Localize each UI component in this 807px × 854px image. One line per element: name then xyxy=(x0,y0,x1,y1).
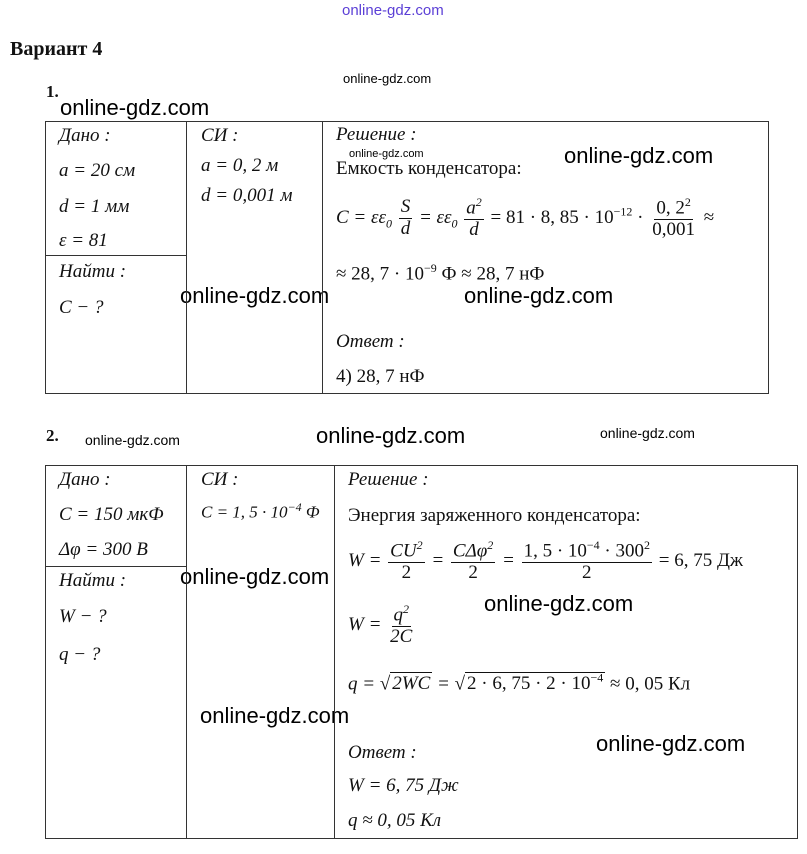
given-item: C = 150 мкФ xyxy=(59,504,164,525)
solution-text: Емкость конденсатора: xyxy=(336,158,522,179)
watermark: online-gdz.com xyxy=(200,703,350,728)
watermark: online-gdz.com xyxy=(342,2,444,19)
given-label: Дано : xyxy=(59,125,111,146)
watermark: online-gdz.com xyxy=(596,731,746,756)
solution-label: Решение : xyxy=(336,124,417,145)
watermark: online-gdz.com xyxy=(85,432,180,448)
row-divider xyxy=(45,255,186,256)
si-item: C = 1, $5 \cdot 10^{-4}$ Ф xyxy=(201,500,320,522)
find-label: Найти : xyxy=(59,570,127,591)
solution-text: Энергия заряженного конденсатора: xyxy=(348,505,641,526)
si-item: a = 0, 2 м xyxy=(201,155,279,176)
watermark: online-gdz.com xyxy=(484,591,634,616)
find-item: W − ? xyxy=(59,606,107,627)
watermark: online-gdz.com xyxy=(600,425,695,441)
page-title: Вариант 4 xyxy=(10,38,103,60)
problem-number: 1. xyxy=(46,82,59,101)
si-label: СИ : xyxy=(201,469,239,490)
charge-formula: q = √ 2WC = √ 2 · 6, $75 \cdot 2 \cdot 10^{-4} \approx 0$, 05 Кл xyxy=(348,671,691,695)
given-item: a = 20 см xyxy=(59,160,136,181)
problem-number: 2. xyxy=(46,426,59,445)
watermark: online-gdz.com xyxy=(464,283,614,308)
si-item: d = 0,001 м xyxy=(201,185,293,206)
given-item: d = 1 мм xyxy=(59,196,130,217)
column-divider xyxy=(186,465,187,839)
capacitance-formula: $C = \varepsilon\varepsilon_0$ $\frac{S}{d}$ = $\varepsilon\varepsilon_0$ $\frac{a^2}{d}$ = 81 · 8, $85 \cdot 10^{-12}$ · $\frac{0, 2^2}{0,001}$ ≈ xyxy=(336,195,715,241)
find-item: C − ? xyxy=(59,297,104,318)
given-label: Дано : xyxy=(59,469,111,490)
column-divider xyxy=(322,121,323,394)
answer-value: q ≈ 0, 05 Кл xyxy=(348,810,442,831)
answer-value: 4) 28, 7 нФ xyxy=(336,366,425,387)
energy-charge-formula: W = $\frac{q^2}{2C}$ xyxy=(348,602,413,648)
watermark: online-gdz.com xyxy=(180,283,330,308)
capacitance-result: ≈ 28, $7 \cdot 10^{-9}$ Ф ≈ 28, 7 нФ xyxy=(336,261,545,285)
watermark: online-gdz.com xyxy=(349,148,424,160)
row-divider xyxy=(45,566,186,567)
answer-label: Ответ : xyxy=(336,331,405,352)
answer-value: W = 6, 75 Дж xyxy=(348,775,459,796)
column-divider xyxy=(186,121,187,394)
watermark: online-gdz.com xyxy=(60,95,210,120)
solution-label: Решение : xyxy=(348,469,429,490)
answer-label: Ответ : xyxy=(348,742,417,763)
given-item: Δφ = 300 В xyxy=(59,539,148,560)
si-label: СИ : xyxy=(201,125,239,146)
watermark: online-gdz.com xyxy=(343,71,432,86)
energy-formula: W = $\frac{CU^2}{2}$ = $\frac{C\Delta\varphi^2}{2}$ = $\frac{1, 5 \cdot 10^{-4} \cdot 300^2}{2}$ = 6, 75 Дж xyxy=(348,538,744,584)
watermark: online-gdz.com xyxy=(180,564,330,589)
column-divider xyxy=(334,465,335,839)
find-item: q − ? xyxy=(59,644,101,665)
find-label: Найти : xyxy=(59,261,127,282)
given-item: ε = 81 xyxy=(59,230,108,251)
watermark: online-gdz.com xyxy=(316,423,466,448)
watermark: online-gdz.com xyxy=(564,143,714,168)
